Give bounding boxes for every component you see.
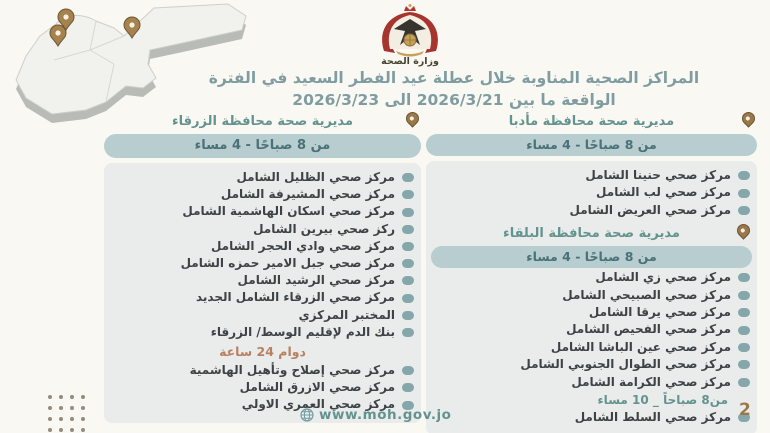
health-center-name: مركز صحي وادي الحجر الشامل xyxy=(210,238,395,253)
health-center-name: مركز صحي لب الشامل xyxy=(596,185,731,200)
bullet-icon xyxy=(402,259,414,268)
dots-decoration-icon xyxy=(48,395,85,432)
bullet-icon xyxy=(738,189,750,198)
health-center-name: مركز صحي الطوال الجنوبي الشامل xyxy=(520,357,731,372)
zarqa-hours-badge: من 8 صباحًا - 4 مساء xyxy=(104,134,421,158)
health-center-name: مركز صحي الكرامة الشامل xyxy=(571,374,731,389)
madaba-center-list xyxy=(431,166,752,220)
health-center-name: مركز صحي جبل الامير حمزه الشامل xyxy=(180,256,395,271)
health-center-name: مركز صحي الصبيحي الشامل xyxy=(562,287,731,302)
bullet-icon xyxy=(402,190,414,199)
bullet-icon xyxy=(402,242,414,251)
health-center-item xyxy=(111,169,414,186)
ministry-name-calligraphy: وزارة الصحة xyxy=(381,56,439,67)
website-link[interactable]: www.moh.gov.jo xyxy=(319,407,452,423)
bullet-icon xyxy=(402,276,414,285)
health-center-name: مركز صحي الظليل الشامل xyxy=(236,170,395,184)
madaba-balqa-panel xyxy=(426,161,757,433)
health-center-item xyxy=(111,272,414,289)
health-center-item xyxy=(111,379,414,396)
health-center-item xyxy=(433,202,750,219)
zarqa-panel xyxy=(104,163,421,423)
balqa-center-list xyxy=(431,268,752,392)
zarqa-directorate-title: مديرية صحة محافظة الزرقاء xyxy=(172,114,353,129)
bullet-icon xyxy=(402,225,414,234)
jordan-coat-of-arms-icon xyxy=(366,3,454,57)
health-center-item xyxy=(111,203,414,220)
health-center-name: مركز صحي المشيرفة الشامل xyxy=(220,187,395,202)
madaba-directorate-title: مديرية صحة محافظة مأدبا xyxy=(508,114,675,129)
page-title-line2: الواقعة ما بين 2026/3/21 الى 2026/3/23 xyxy=(292,90,616,109)
madaba-balqa-column xyxy=(426,112,757,433)
health-center-item xyxy=(433,374,750,391)
bullet-icon xyxy=(402,366,414,375)
zarqa-header-row xyxy=(104,112,421,132)
health-center-item xyxy=(111,307,414,324)
globe-icon xyxy=(300,408,314,422)
health-center-item xyxy=(111,238,414,255)
health-center-item xyxy=(433,356,750,373)
health-center-item xyxy=(111,186,414,203)
health-center-item xyxy=(111,255,414,272)
madaba-header-row xyxy=(426,112,757,132)
health-center-item xyxy=(111,324,414,341)
bullet-icon xyxy=(738,343,750,352)
health-center-name: مركز صحي العريض الشامل xyxy=(569,202,731,217)
balqa-directorate-title: مديرية صحة محافظة البلقاء xyxy=(503,226,680,242)
health-center-name: ركز صحي بيرين الشامل xyxy=(253,221,395,236)
zarqa-center-list xyxy=(109,168,416,342)
health-center-name: بنك الدم لإقليم الوسط/ الزرقاء xyxy=(210,324,395,339)
health-center-name: مركز صحي اسكان الهاشمية الشامل xyxy=(182,204,395,219)
page-number: 2 xyxy=(739,400,751,420)
bullet-icon xyxy=(402,383,414,392)
health-center-item xyxy=(111,362,414,379)
bullet-icon xyxy=(402,311,414,320)
bullet-icon xyxy=(738,326,750,335)
health-center-item xyxy=(433,304,750,321)
health-center-name: مركز صحي يرقا الشامل xyxy=(588,305,731,320)
footer xyxy=(300,407,451,423)
page-title-line1: المراكز الصحية المناوبة خلال عطلة عيد الفطر السعيد في الفترة xyxy=(208,69,700,87)
health-center-name: مركز صحي عين الباشا الشامل xyxy=(550,339,731,354)
zarqa-column xyxy=(104,112,421,423)
bullet-icon xyxy=(402,294,414,303)
health-center-item xyxy=(433,339,750,356)
bullet-icon xyxy=(738,206,750,215)
balqa-extended-hours-note: من8 صباحاً _ 10 مساء xyxy=(597,393,728,408)
health-center-name: مركز صحي السلط الشامل xyxy=(574,410,731,425)
zarqa-24h-note: دوام 24 ساعة xyxy=(219,344,306,360)
balqa-hours-badge: من 8 صباحًا - 4 مساء xyxy=(431,246,752,268)
health-center-name: مركز صحي العمري الاولي xyxy=(241,397,395,412)
balqa-extended-center-list xyxy=(431,408,752,427)
bullet-icon xyxy=(738,291,750,300)
health-center-item xyxy=(111,221,414,238)
health-center-item xyxy=(433,287,750,304)
page-title xyxy=(178,68,730,111)
bullet-icon xyxy=(738,378,750,387)
health-center-item xyxy=(433,321,750,338)
bullet-icon xyxy=(738,273,750,282)
bullet-icon xyxy=(738,360,750,369)
health-center-item xyxy=(433,167,750,184)
health-center-name: مركز صحي الرشيد الشامل xyxy=(237,273,395,288)
health-center-name: مركز صحي زي الشامل xyxy=(595,270,731,285)
health-center-name: المختبر المركزي xyxy=(298,307,395,322)
health-center-name: مركز صحي إصلاح وتأهيل الهاشمية xyxy=(189,363,395,378)
bullet-icon xyxy=(738,171,750,180)
health-center-item xyxy=(433,409,750,426)
bullet-icon xyxy=(738,308,750,317)
bullet-icon xyxy=(402,328,414,337)
health-center-item xyxy=(433,269,750,286)
health-center-name: مركز صحي حنينا الشامل xyxy=(585,168,731,182)
health-center-item xyxy=(111,289,414,306)
health-center-name: مركز صحي الزرقاء الشامل الجديد xyxy=(195,290,395,305)
health-center-name: مركز صحي الفحيص الشامل xyxy=(566,322,731,337)
health-center-name: مركز صحي الازرق الشامل xyxy=(239,380,395,395)
balqa-header-row xyxy=(431,224,752,244)
health-center-item xyxy=(433,184,750,201)
bullet-icon xyxy=(402,173,414,182)
bullet-icon xyxy=(402,208,414,217)
madaba-hours-badge: من 8 صباحًا - 4 مساء xyxy=(426,134,757,156)
